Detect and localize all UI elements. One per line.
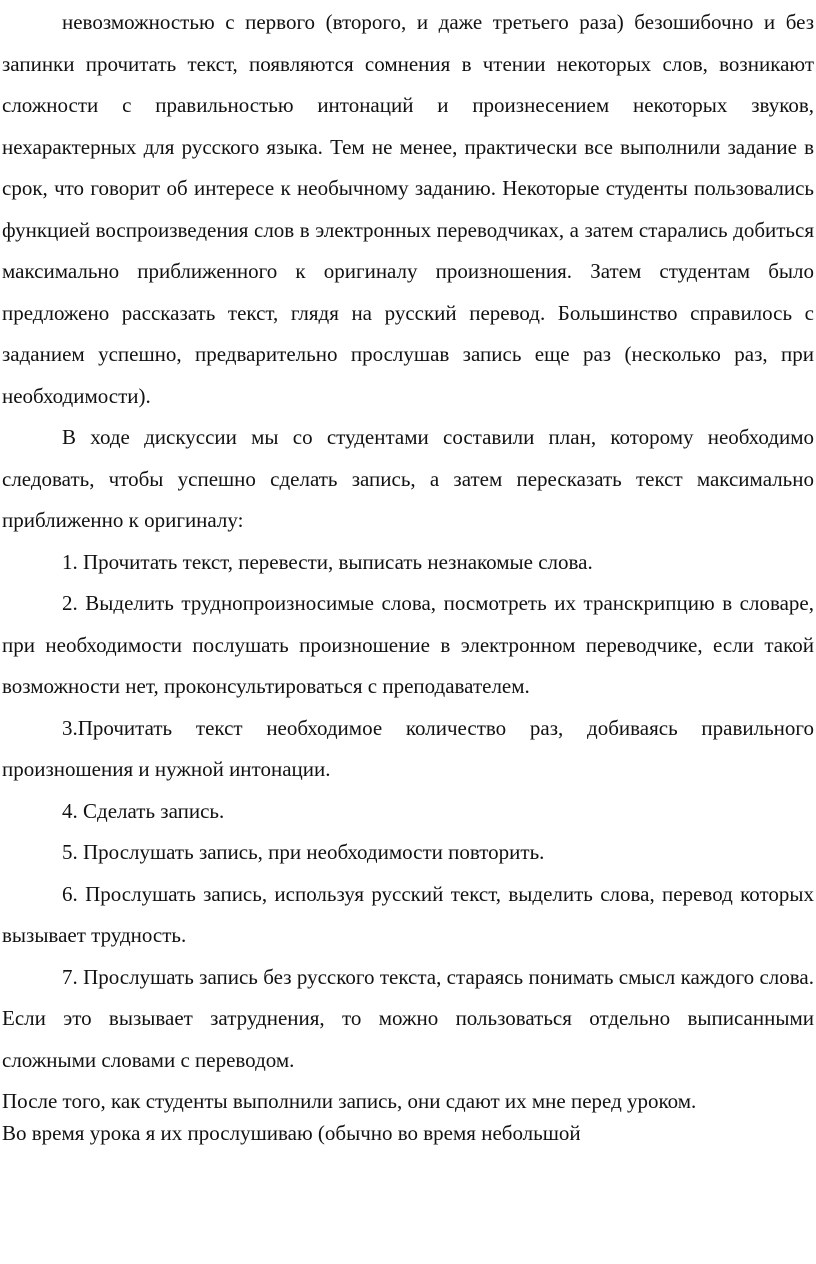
plan-item-3: 3.Прочитать текст необходимое количество раз, добиваясь правильного произношения и нужной интонации. bbox=[2, 715, 814, 781]
plan-item-6: 6. Прослушать запись, используя русский текст, выделить слова, перевод которых вызывает трудность. bbox=[2, 881, 814, 947]
plan-list bbox=[2, 542, 814, 1082]
closing-line-2: Во время урока я их прослушиваю (обычно во время небольшой bbox=[2, 1121, 581, 1145]
plan-item-5: 5. Прослушать запись, при необходимости повторить. bbox=[62, 840, 545, 864]
paragraph-reading-difficulties: невозможностью с первого (второго, и даже третьего раза) безошибочно и без запинки прочитать текст, появляются сомнения в чтении некоторых слов, возникают сложности с правильностью интонаций и произнесением некоторых звуков, нехарактерных для русского языка. Тем не менее, практически все выполнили задание в срок, что говорит об интересе к необычному заданию. Некоторые студенты пользовались функцией воспроизведения слов в электронных переводчиках, а затем старались добиться максимально приближенного к оригиналу произношения. Затем студентам было предложено рассказать текст, глядя на русский перевод. Большинство справилось с заданием успешно, предварительно прослушав запись еще раз (несколько раз, при необходимости). bbox=[2, 10, 814, 408]
paragraph-plan-intro: В ходе дискуссии мы со студентами составили план, которому необходимо следовать, чтобы успешно сделать запись, а затем пересказать текст максимально приближенно к оригиналу: bbox=[2, 425, 814, 532]
plan-item-7: 7. Прослушать запись без русского текста, стараясь понимать смысл каждого слова. Если это вызывает затруднения, то можно пользоваться отдельно выписанными сложными словами с переводом. bbox=[2, 964, 814, 1072]
plan-item-1: 1. Прочитать текст, перевести, выписать незнакомые слова. bbox=[62, 549, 593, 574]
closing-line-1: После того, как студенты выполнили запись, они сдают их мне перед уроком. bbox=[2, 1089, 697, 1113]
plan-item-2: 2. Выделить труднопроизносимые слова, посмотреть их транскрипцию в словаре, при необходимости послушать произношение в электронном переводчике, если такой возможности нет, проконсультироваться с преподавателем. bbox=[2, 591, 814, 698]
plan-item-4: 4. Сделать запись. bbox=[62, 798, 225, 823]
